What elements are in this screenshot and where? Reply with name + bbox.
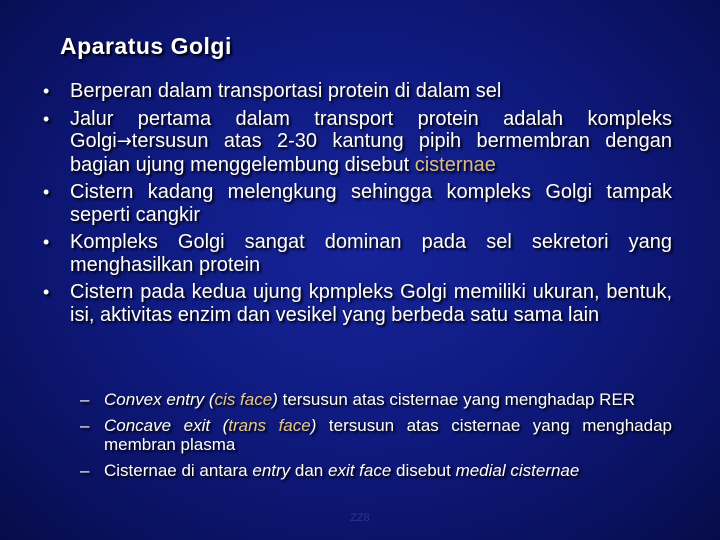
- sub-dash: –: [80, 390, 90, 409]
- highlight-term: trans face: [228, 416, 311, 435]
- bullet-text: tersusun atas 2-30 kantung pipih bermembran dengan bagian ujung menggelembung disebut: [70, 130, 672, 176]
- highlight-term: cisternae: [414, 153, 496, 176]
- bullet-dot: •: [43, 232, 50, 252]
- sub-dash: –: [80, 461, 90, 480]
- sub-text: disebut: [391, 461, 456, 480]
- bullet-dot: •: [43, 108, 50, 129]
- sub-text: ): [272, 390, 278, 409]
- bullet-text: Cistern kadang melengkung sehingga kompleks Golgi tampak seperti cangkir: [70, 181, 672, 226]
- bullet-text: Cistern pada kedua ujung kpmpleks Golgi memiliki ukuran, bentuk, isi, aktivitas enzim dan vesikel yang berbeda satu sama lain: [70, 281, 672, 326]
- sub-text: Convex entry (: [104, 390, 215, 409]
- bullet-item-1: [40, 80, 672, 103]
- bullet-item-2: [40, 108, 672, 177]
- bullet-text: Jalur pertama dalam transport protein adalah kompleks Golgi: [70, 107, 672, 152]
- sub-text: Concave exit (: [104, 416, 229, 435]
- sub-text: medial cisternae: [455, 461, 580, 480]
- bullet-text: Kompleks Golgi sangat dominan pada sel sekretori yang menghasilkan protein: [70, 231, 672, 276]
- bullet-dot: •: [43, 81, 50, 101]
- bullet-item-3: [40, 181, 672, 226]
- bullet-list: [40, 80, 672, 331]
- sub-text: tersusun atas cisternae yang menghadap RER: [282, 390, 636, 409]
- sub-text: exit face: [327, 461, 392, 480]
- bullet-dot: •: [43, 182, 50, 202]
- sub-bullet-list: [80, 390, 672, 487]
- bullet-dot: •: [43, 282, 50, 302]
- sub-text: ): [310, 416, 317, 435]
- bullet-item-5: [40, 281, 672, 326]
- sub-text: tersusun atas cisternae yang menghadap membran plasma: [104, 416, 672, 454]
- sub-item-1: [80, 390, 672, 409]
- bullet-item-4: [40, 231, 672, 276]
- bullet-text: Berperan dalam transportasi protein di dalam sel: [70, 80, 502, 102]
- arrow-icon: →: [116, 131, 132, 152]
- highlight-term: cis face: [214, 390, 273, 409]
- sub-text: entry: [252, 461, 291, 480]
- sub-item-2: [80, 416, 672, 454]
- sub-text: Cisternae di antara: [104, 461, 253, 480]
- sub-dash: –: [80, 416, 90, 435]
- sub-item-3: [80, 461, 672, 480]
- sub-text: dan: [290, 461, 328, 480]
- slide-footer: ZZ8: [350, 512, 370, 524]
- slide-title: Aparatus Golgi: [60, 33, 232, 59]
